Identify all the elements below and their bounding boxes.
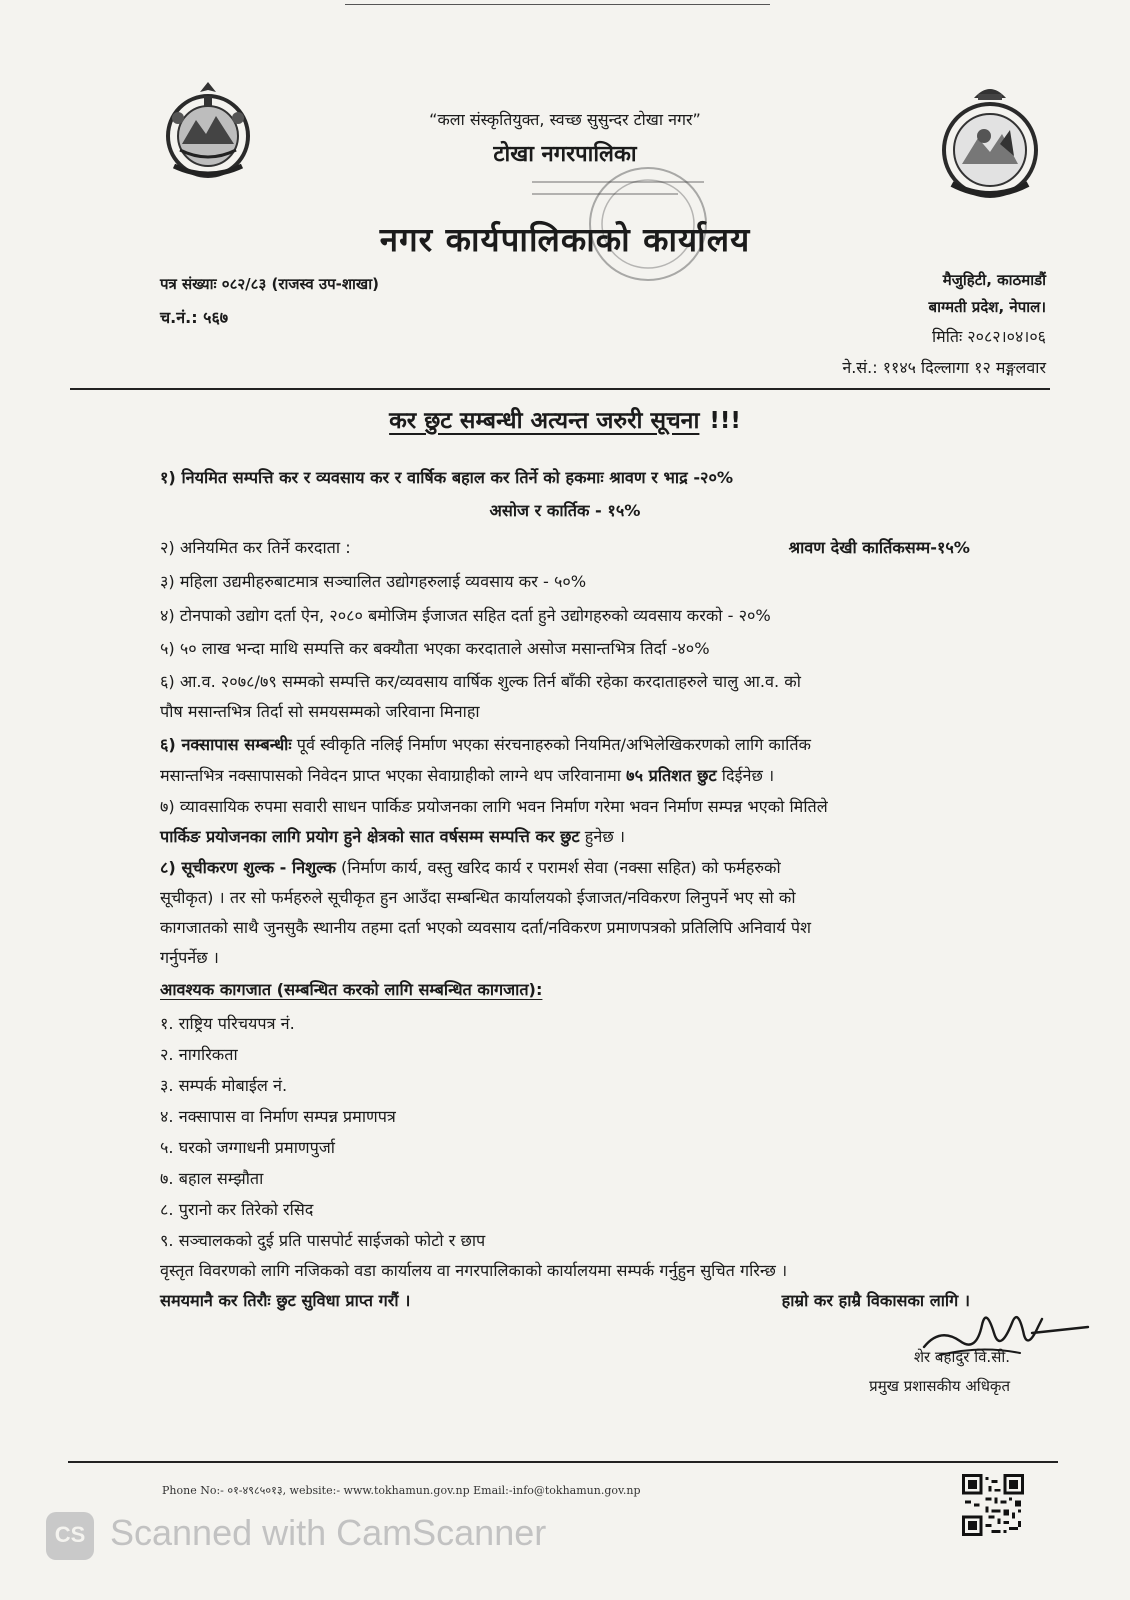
closing-note: वृस्तृत विवरणको लागि नजिकको वडा कार्यालय वा नगरपालिकाको कार्यालयमा सम्पर्क गर्नुहुन सुचित गरिन्छ ।	[160, 1261, 788, 1280]
office-name: नगर कार्यपालिकाको कार्यालय	[379, 220, 751, 259]
letter-number: पत्र संख्याः ०८२/८३ (राजस्व उप-शाखा)	[160, 275, 379, 293]
document-item: २. नागरिकता	[160, 1045, 238, 1064]
item-1-line-2: असोज र कार्तिक - १५%	[489, 501, 641, 520]
item-6b-label: ६) नक्सापास सम्बन्धीः	[160, 735, 292, 754]
item-8-label: ८) सूचीकरण शुल्क - निशुल्क	[160, 858, 336, 877]
item-2-label: २) अनियमित कर तिर्ने करदाता :	[160, 538, 351, 557]
item-8-line-2: सूचीकृत) । तर सो फर्महरुले सूचीकृत हुन आउँदा सम्बन्धित कार्यालयको ईजाजत/नविकरण लिनुपर्ने भए सो को	[160, 888, 796, 907]
footer-contact: Phone No:- ०१-४९८५०१३, website:- www.tokhamun.gov.np Email:-info@tokhamun.gov.np	[162, 1484, 641, 1497]
slogan-pay-on-time: समयमानै कर तिरौः छुट सुविधा प्राप्त गरौं ।	[160, 1291, 411, 1310]
item-1-line-1: १) नियमित सम्पत्ति कर र व्यवसाय कर र वार्षिक बहाल कर तिर्ने को हकमाः श्रावण र भाद्र -२०%	[160, 468, 734, 487]
camscanner-badge-text: CS	[54, 1522, 86, 1547]
document-item: ९. सञ्चालकको दुई प्रति पासपोर्ट साईजको फोटो र छाप	[160, 1231, 486, 1250]
item-4: ४) टोनपाको उद्योग दर्ता ऐन, २०८० बमोजिम ईजाजत सहित दर्ता हुने उद्योगहरुको व्यवसाय करको - २०%	[160, 606, 771, 625]
item-6b-line-2	[160, 764, 774, 786]
document-item: ३. सम्पर्क मोबाईल नं.	[160, 1076, 288, 1095]
document-item: ४. नक्सापास वा निर्माण सम्पन्न प्रमाणपत्र	[160, 1107, 396, 1126]
address-line-2: बाग्मती प्रदेश, नेपाल।	[928, 298, 1046, 316]
item-7-bold: पार्किङ प्रयोजनका लागि प्रयोग हुने क्षेत्रको सात वर्षसम्म सम्पत्ति कर छुट	[160, 827, 580, 846]
required-documents-heading: आवश्यक कागजात (सम्बन्धित करको लागि सम्बन्धित कागजात):	[160, 980, 543, 999]
item-6b-text-2: मसान्तभित्र नक्सापासको निवेदन प्राप्त भएका सेवाग्राहीको लाग्ने थप जरिवानामा	[160, 766, 627, 785]
item-6b-discount: ७५ प्रतिशत छुट	[626, 766, 717, 785]
item-8-line-4: गर्नुपर्नेछ ।	[160, 948, 219, 967]
item-8-text: (निर्माण कार्य, वस्तु खरिद कार्य र परामर्श सेवा (नक्सा सहित) को फर्महरुको	[335, 858, 781, 877]
document-item: ५. घरको जग्गाधनी प्रमाणपुर्जा	[160, 1138, 335, 1157]
item-5: ५) ५० लाख भन्दा माथि सम्पत्ति कर बक्यौता भएका करदाताले असोज मसान्तभित्र तिर्दा -४०%	[160, 639, 710, 658]
nepal-sambat-date: ने.सं.: ११४५ दिल्लागा १२ मङ्गलवार	[842, 358, 1046, 377]
header-divider	[70, 388, 1050, 390]
municipality-slogan: “कला संस्कृतियुक्त, स्वच्छ सुसुन्दर टोखा नगर”	[429, 110, 701, 129]
signatory-title: प्रमुख प्रशासकीय अधिकृत	[869, 1377, 1010, 1395]
slogan-our-tax: हाम्रो कर हाम्रै विकासका लागि ।	[781, 1291, 970, 1310]
item-8-line-1	[160, 856, 781, 878]
item-6b-text-3: दिईनेछ ।	[716, 766, 775, 785]
item-6b-line-1	[160, 733, 811, 755]
item-7-text: हुनेछ ।	[579, 827, 625, 846]
item-6a-line-1: ६) आ.व. २०७८/७९ सम्मको सम्पत्ति कर/व्यवसाय वार्षिक शुल्क तिर्न बाँकी रहेका करदाताहरुले चालु आ.व. को	[160, 672, 801, 691]
address-line-1: मैजुहिटी, काठमाडौं	[942, 271, 1046, 289]
item-6a-line-2: पौष मसान्तभित्र तिर्दा सो समयसम्मको जरिवाना मिनाहा	[160, 702, 480, 721]
notice-title	[0, 403, 1130, 435]
item-6b-text: पूर्व स्वीकृति नलिई निर्माण भएका संरचनाहरुको नियमित/अभिलेखिकरणको लागि कार्तिक	[291, 735, 811, 754]
document-item: १. राष्ट्रिय परिचयपत्र नं.	[160, 1014, 295, 1033]
camscanner-watermark: Scanned with CamScanner	[110, 1512, 547, 1553]
item-3: ३) महिला उद्यमीहरुबाटमात्र सञ्चालित उद्योगहरुलाई व्यवसाय कर - ५०%	[160, 572, 587, 591]
dispatch-number: च.नं.: ५६७	[160, 308, 229, 327]
letter-date: मितिः २०८२।०४।०६	[932, 327, 1046, 346]
nepal-emblem-icon	[160, 78, 256, 190]
qr-code-icon	[962, 1474, 1024, 1536]
signatory-name: शेर बहादुर वि.सी.	[913, 1348, 1010, 1366]
document-item: ८. पुरानो कर तिरेको रसिद	[160, 1200, 314, 1219]
item-7-line-2	[160, 825, 625, 847]
item-2-value: श्रावण देखी कार्तिकसम्म-१५%	[788, 538, 970, 557]
notice-title-text: कर छुट सम्बन्धी अत्यन्त जरुरी सूचना	[389, 408, 700, 434]
municipality-name: टोखा नगरपालिका	[493, 142, 637, 167]
item-7-line-1: ७) व्यावसायिक रुपमा सवारी साधन पार्किङ प्रयोजनका लागि भवन निर्माण गरेमा भवन निर्माण सम्पन्न भएको मितिले	[160, 797, 828, 816]
top-border-line	[345, 4, 770, 5]
item-8-line-3: कागजातको साथै जुनसुकै स्थानीय तहमा दर्ता भएको व्यवसाय दर्ता/नविकरण प्रमाणपत्रको प्रतिलिपि अनिवार्य पेश	[160, 918, 812, 937]
notice-title-suffix: !!!	[709, 408, 741, 434]
footer-divider	[68, 1461, 1058, 1463]
document-item: ७. बहाल सम्झौता	[160, 1169, 264, 1188]
camscanner-logo-icon	[46, 1512, 94, 1560]
